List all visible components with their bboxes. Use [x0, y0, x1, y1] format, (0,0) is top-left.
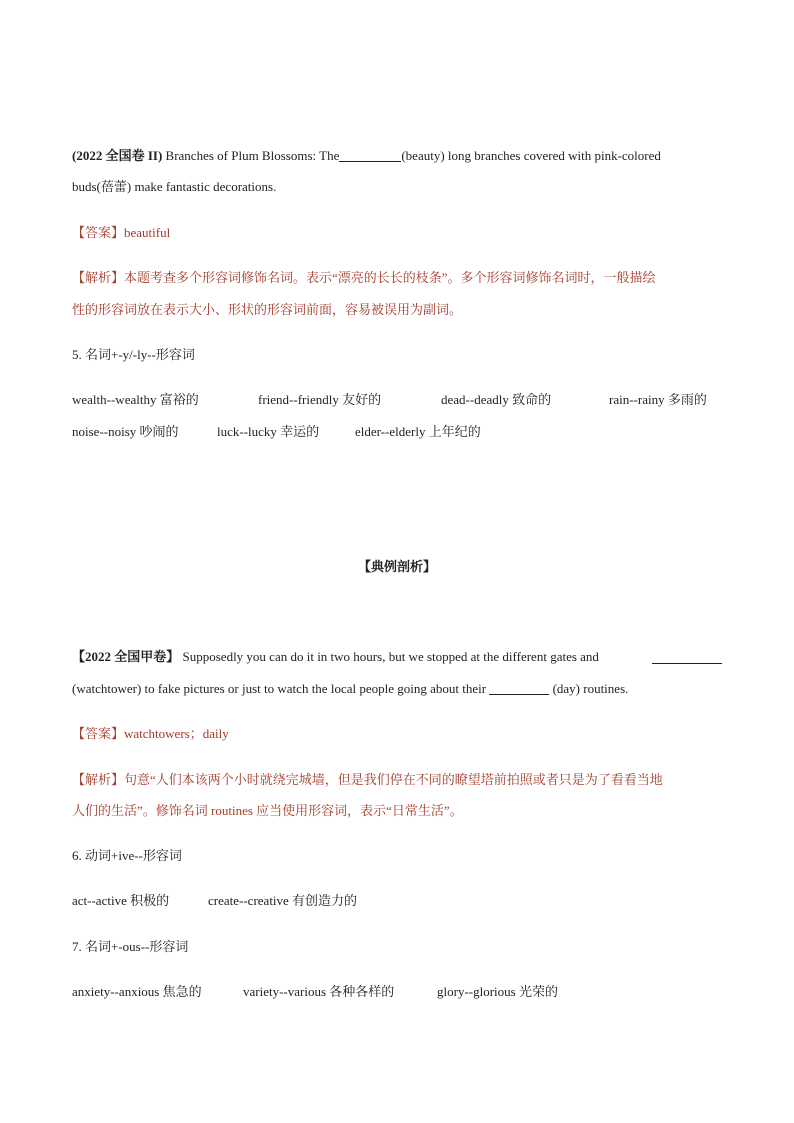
analysis-tag: 【解析】 [72, 270, 125, 285]
q1-analysis-2: 性的形容词放在表示大小、形状的形容词前面，容易被误用为副词。 [72, 302, 463, 317]
word-pair: wealth--wealthy 富裕的 [72, 392, 199, 407]
word-pair: dead--deadly 致命的 [441, 392, 552, 407]
rule5-row-1 [72, 390, 722, 410]
answer-tag: 【答案】 [72, 726, 125, 741]
analysis-text: 句意“人们本该两个小时就绕完城墙，但是我们停在不同的瞭望塔前拍照或者只是为了看看当地 [124, 772, 663, 787]
answer-tag: 【答案】 [72, 225, 125, 240]
q2-text-a: (watchtower) to fake pictures or just to watch the local people going about their [72, 681, 487, 696]
q2-line-2 [72, 679, 722, 699]
q1-blank[interactable] [339, 148, 401, 162]
word-pair: elder--elderly 上年纪的 [355, 424, 481, 439]
q2-source: 【2022 全国甲卷】 [72, 649, 180, 664]
answer-value: beautiful [124, 225, 171, 240]
rule7-row-1 [72, 982, 722, 1002]
rule7-heading: 7. 名词+-ous--形容词 [72, 939, 189, 954]
word-pair: rain--rainy 多雨的 [609, 392, 707, 407]
rule5-heading: 5. 名词+-y/-ly--形容词 [72, 347, 195, 362]
q1-answer [72, 223, 722, 243]
q2-answer [72, 724, 722, 744]
q2-analysis-2: 人们的生活”。修饰名词 routines 应当使用形容词，表示“日常生活”。 [72, 803, 463, 818]
word-pair: create--creative 有创造力的 [208, 893, 358, 908]
word-pair: noise--noisy 吵闹的 [72, 424, 179, 439]
word-pair: luck--lucky 幸运的 [217, 424, 320, 439]
word-pair: anxiety--anxious 焦急的 [72, 984, 202, 999]
word-pair: act--active 积极的 [72, 893, 170, 908]
section-title: 【典例剖析】 [357, 559, 436, 574]
q1-analysis-1 [72, 268, 722, 288]
q2-text: Supposedly you can do it in two hours, but we stopped at the different gates and [179, 649, 599, 664]
word-pair: friend--friendly 友好的 [258, 392, 382, 407]
analysis-text: 本题考查多个形容词修饰名词。表示“漂亮的长长的枝条”。多个形容词修饰名词时，一般描绘 [124, 270, 656, 285]
rule5-row-2 [72, 422, 722, 442]
q2-text-b: (day) routines. [552, 681, 629, 696]
q1-text-b: (beauty) long branches covered with pink-colored [401, 148, 661, 163]
analysis-tag: 【解析】 [72, 772, 125, 787]
q1-line-1 [72, 146, 722, 166]
answer-value: watchtowers；daily [124, 726, 229, 741]
word-pair: glory--glorious 光荣的 [437, 984, 558, 999]
q2-line-1 [72, 647, 722, 667]
q2-analysis-1 [72, 770, 722, 790]
q1-line-2: buds(蓓蕾) make fantastic decorations. [72, 179, 277, 194]
q1-source: (2022 全国卷 II) [72, 148, 163, 163]
word-pair: variety--various 各种各样的 [243, 984, 395, 999]
rule6-heading: 6. 动词+ive--形容词 [72, 848, 182, 863]
rule6-row-1 [72, 891, 722, 911]
q2-blank-2[interactable] [489, 681, 549, 695]
q1-text-a: Branches of Plum Blossoms: The [162, 148, 340, 163]
q2-blank-1[interactable] [652, 650, 722, 664]
